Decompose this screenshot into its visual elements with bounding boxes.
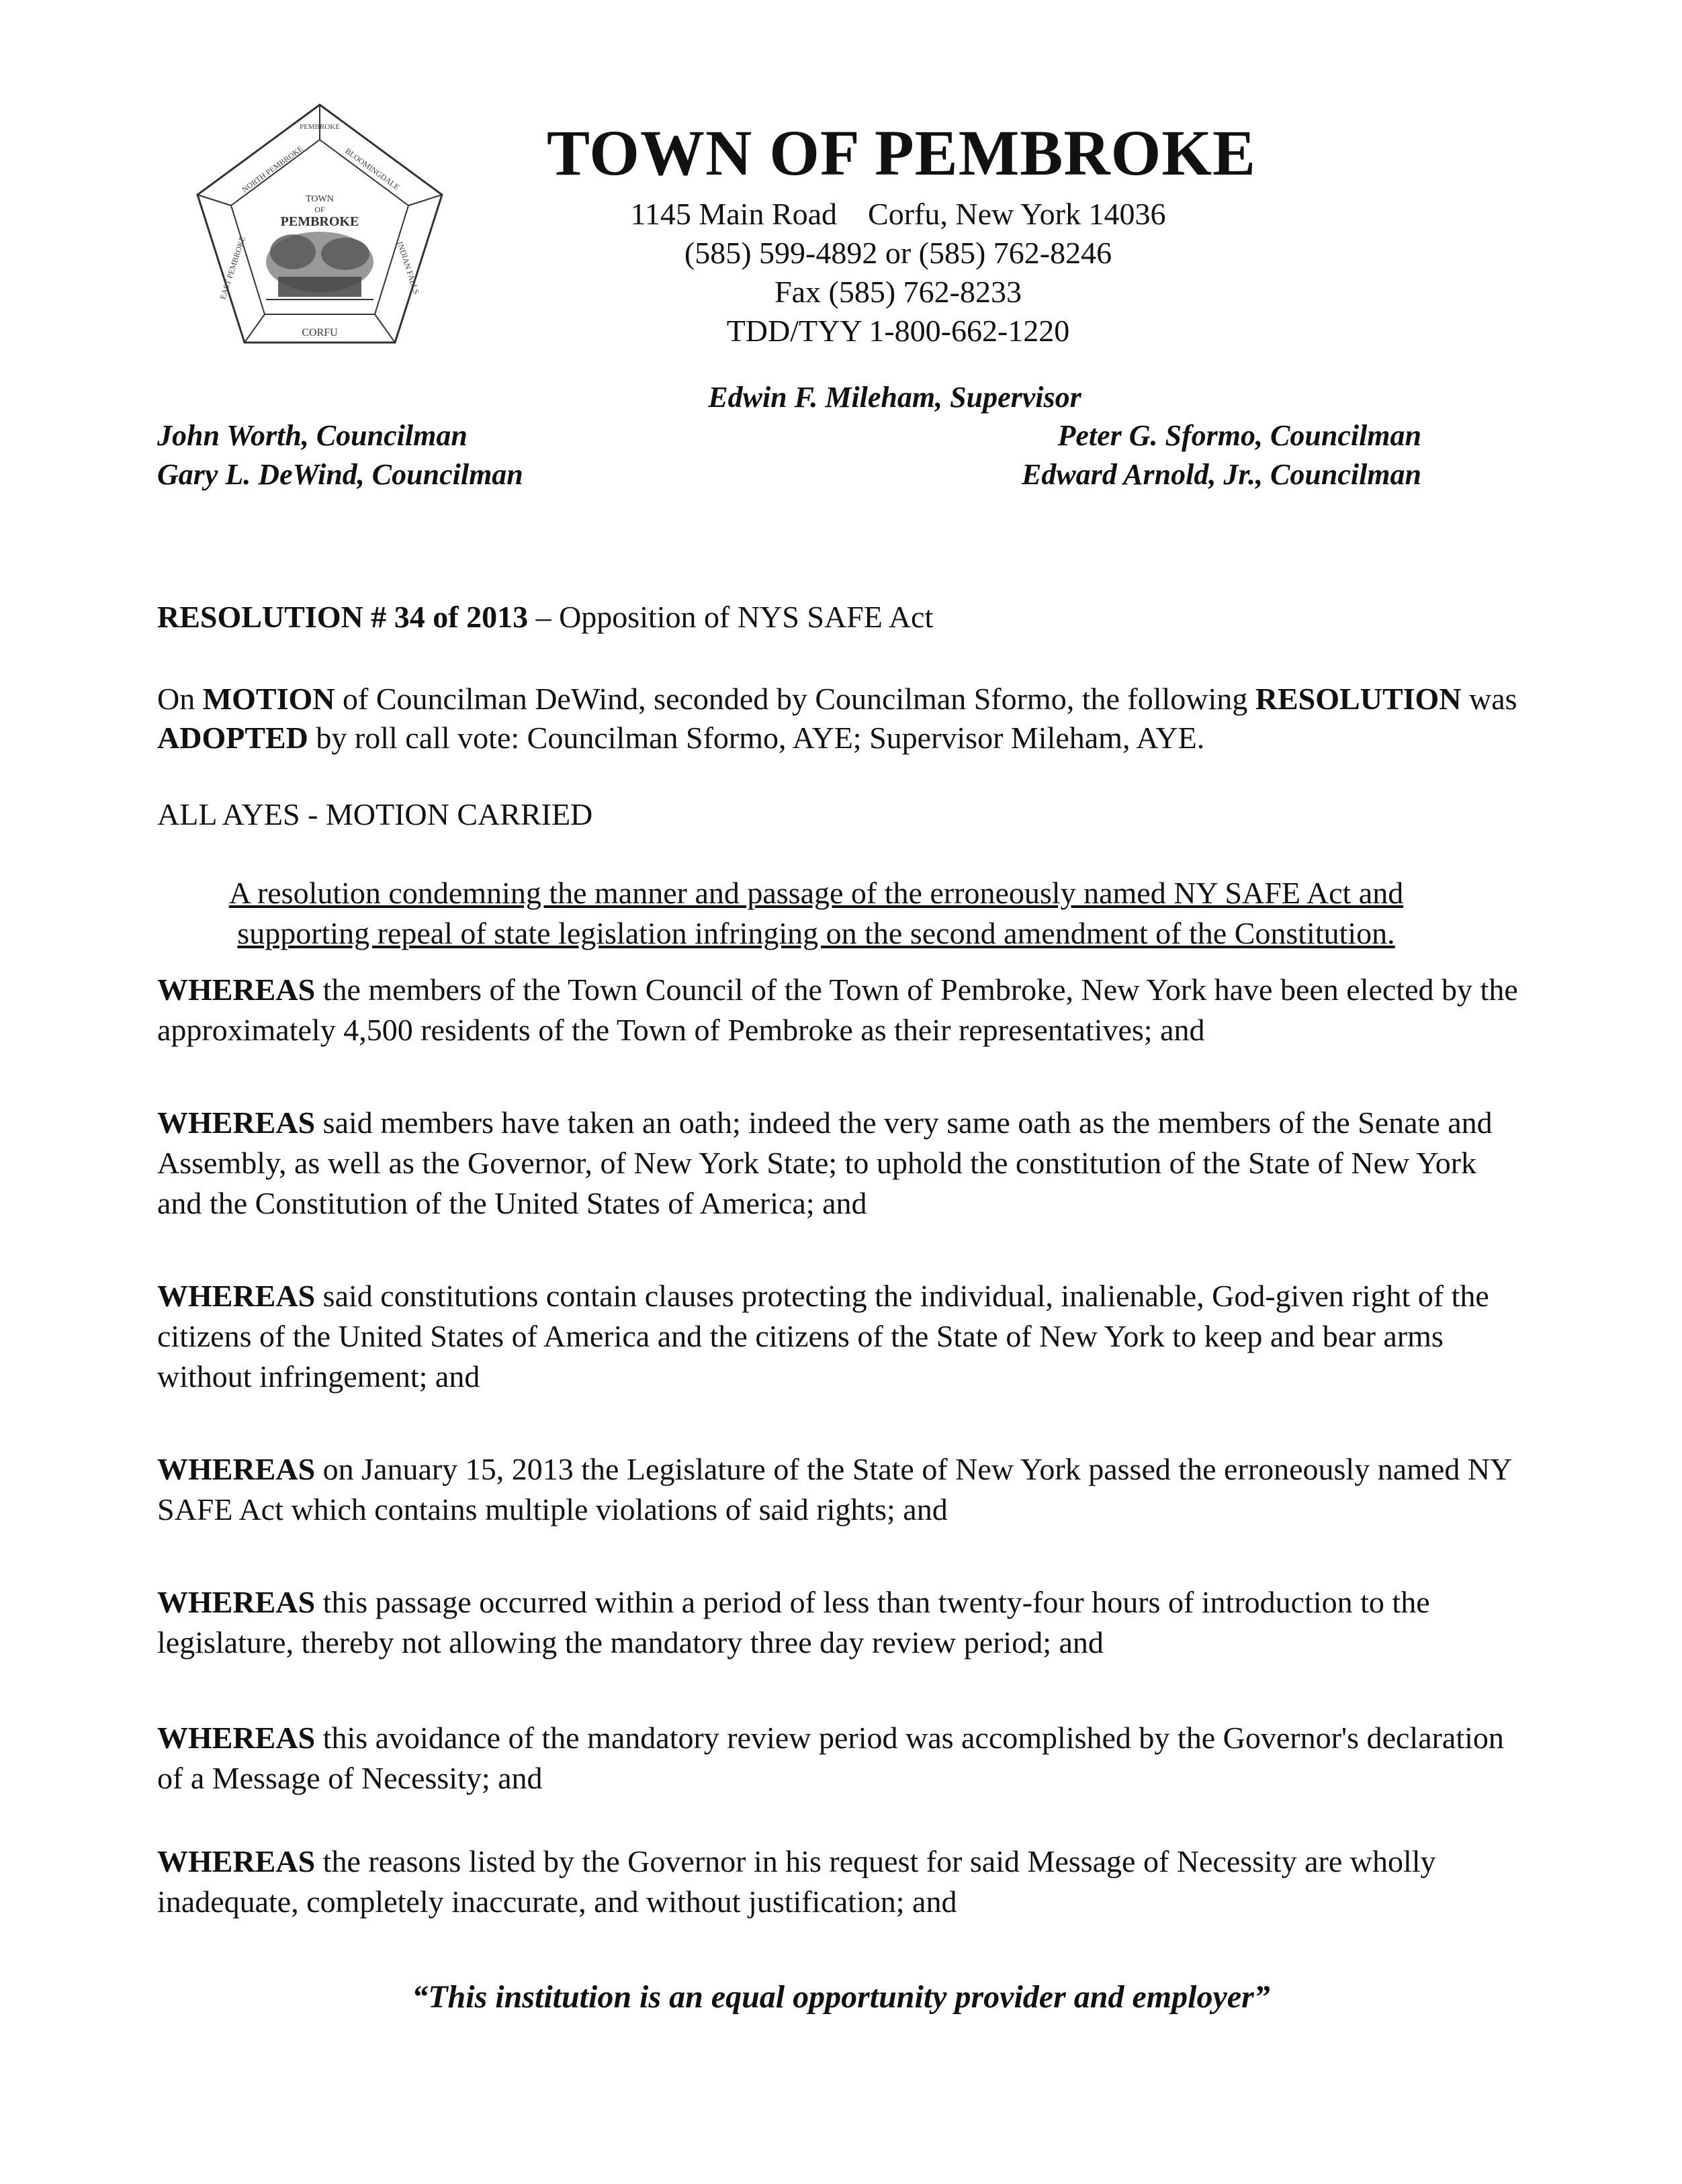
council-list-left: [157, 416, 523, 494]
motion-text: was: [1461, 682, 1517, 716]
resolution-title: – Opposition of NYS SAFE Act: [528, 600, 934, 634]
seal-side-label-3: INDIAN FALLS: [395, 240, 422, 295]
seal-text-town: TOWN: [306, 194, 334, 204]
whereas-keyword: WHEREAS: [157, 1279, 316, 1313]
whereas-clause: [157, 1103, 1528, 1224]
seal-side-label-5: PEMBROKE: [300, 123, 340, 131]
vote-result: ALL AYES - MOTION CARRIED: [157, 797, 593, 831]
whereas-keyword: WHEREAS: [157, 1452, 316, 1486]
fax-line: Fax (585) 762-8233: [774, 275, 1022, 309]
address-line: 1145 Main Road Corfu, New York 14036: [630, 197, 1166, 231]
whereas-clause: [157, 1841, 1528, 1922]
seal-side-label-4: EAST PEMBROKE: [218, 234, 248, 301]
whereas-text: on January 15, 2013 the Legislature of the State of New York passed the erroneously named NY SAFE Act which contains multiple violations of said rights; and: [157, 1452, 1511, 1527]
motion-text: by roll call vote: Councilman Sformo, AYE; Supervisor Mileham, AYE.: [308, 721, 1205, 755]
motion-keyword: MOTION: [202, 682, 335, 716]
letterhead-contact: [0, 195, 1682, 351]
councilman-name: Gary L. DeWind, Councilman: [157, 458, 523, 491]
whereas-clause: [157, 1276, 1528, 1397]
councilman-name: John Worth, Councilman: [157, 419, 468, 452]
whereas-text: this avoidance of the mandatory review period was accomplished by the Governor's declaration of a Message of Necessity; and: [157, 1721, 1504, 1795]
whereas-keyword: WHEREAS: [157, 972, 316, 1007]
town-name-title: TOWN OF PEMBROKE: [546, 117, 1257, 189]
motion-text: of Councilman DeWind, seconded by Councilman Sformo, the following: [335, 682, 1255, 716]
adopted-keyword: ADOPTED: [157, 721, 308, 755]
council-list-right: [1022, 416, 1421, 494]
resolution-heading: [157, 599, 933, 635]
seal-text-pembroke: PEMBROKE: [280, 214, 359, 229]
resolution-summary: [141, 873, 1491, 954]
seal-side-label-1: NORTH PEMBROKE: [240, 144, 305, 195]
whereas-keyword: WHEREAS: [157, 1585, 316, 1619]
motion-text: On: [157, 682, 203, 716]
resolution-number: RESOLUTION # 34 of 2013: [157, 600, 529, 634]
equal-opportunity-footer: “This institution is an equal opportunity provider and employer”: [412, 1979, 1270, 2015]
seal-text-of: OF: [314, 205, 325, 214]
whereas-text: the reasons listed by the Governor in his request for said Message of Necessity are wholly inadequate, completely inaccurate, and without justification; and: [157, 1844, 1436, 1919]
whereas-clause: [157, 1718, 1528, 1799]
whereas-text: said members have taken an oath; indeed the very same oath as the members of the Senate and Assembly, as well as the Governor, of New York State; to uphold the constitution of the State of New York and the Constitution of the United States of America; and: [157, 1105, 1493, 1220]
councilman-name: Peter G. Sformo, Councilman: [1057, 419, 1421, 452]
seal-side-label-2: BLOOMINGDALE: [343, 146, 402, 192]
whereas-clause: [157, 970, 1528, 1050]
tdd-line: TDD/TYY 1-800-662-1220: [726, 314, 1070, 348]
whereas-text: said constitutions contain clauses protecting the individual, inalienable, God-given right of the citizens of the United States of America and the citizens of the State of New York to keep and bear arms without infringement; and: [157, 1279, 1489, 1394]
whereas-text: this passage occurred within a period of less than twenty-four hours of introduction to the legislature, thereby not allowing the mandatory three day review period; and: [157, 1585, 1430, 1659]
whereas-keyword: WHEREAS: [157, 1844, 316, 1878]
whereas-clause: [157, 1582, 1528, 1663]
seal-text-corfu: CORFU: [302, 327, 338, 338]
supervisor-name: Edwin F. Mileham, Supervisor: [708, 381, 1081, 414]
councilman-name: Edward Arnold, Jr., Councilman: [1021, 458, 1421, 491]
whereas-keyword: WHEREAS: [157, 1105, 316, 1140]
whereas-text: the members of the Town Council of the Town of Pembroke, New York have been elected by the approximately 4,500 residents of the Town of Pembroke as their representatives; and: [157, 972, 1518, 1047]
summary-line: A resolution condemning the manner and passage of the erroneously named NY SAFE Act and: [228, 876, 1404, 910]
motion-paragraph: [157, 680, 1521, 758]
resolution-keyword: RESOLUTION: [1255, 682, 1462, 716]
phone-line: (585) 599-4892 or (585) 762-8246: [684, 236, 1112, 270]
summary-line: supporting repeal of state legislation infringing on the second amendment of the Constitution.: [237, 916, 1395, 950]
whereas-clause: [157, 1449, 1528, 1530]
whereas-keyword: WHEREAS: [157, 1721, 316, 1755]
